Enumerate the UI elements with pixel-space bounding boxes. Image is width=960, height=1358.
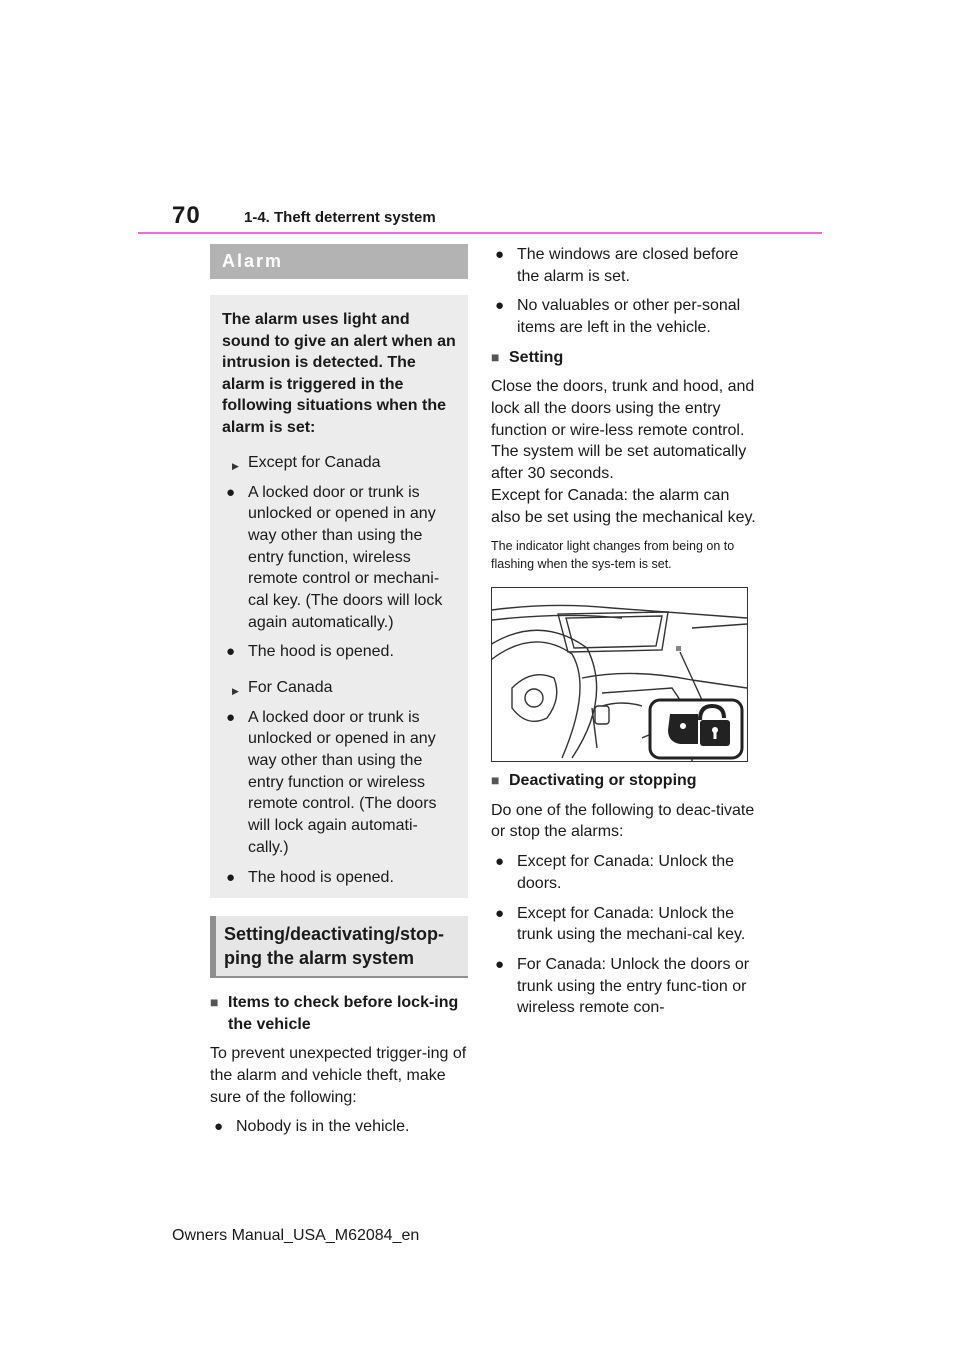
setting-text: Close the doors, trunk and hood, and lock all the doors using the entry function or wire-less remote control. The system will be set automatically after 30 seconds. (491, 378, 755, 483)
deactivate-heading: ■ Deactivating or stopping (491, 770, 756, 792)
right-column (491, 244, 756, 1027)
items-check-heading: ■ Items to check before lock-ing the vehicle (210, 992, 468, 1035)
list-item: ● A locked door or trunk is unlocked or opened in any way other than using the entry function, wireless remote control or mechani-cal key. (The doors will lock again automatically.) (222, 482, 456, 634)
list-item: ● No valuables or other per-sonal items are left in the vehicle. (491, 295, 756, 338)
list-item: ● A locked door or trunk is unlocked or opened in any way other than using the entry function or wireless remote control. (The doors will lock again automati-cally.) (222, 707, 456, 859)
alarm-heading: Alarm (210, 244, 468, 279)
list-item: ● For Canada: Unlock the doors or trunk using the entry func-tion or wireless remote con- (491, 954, 756, 1019)
alarm-lead-text: The alarm uses light and sound to give an alert when an intrusion is detected. The alarm is triggered in the following situations when the alarm is set: (222, 311, 456, 436)
alarm-info-box (210, 295, 468, 898)
group-label-except-canada: ▶ Except for Canada (222, 452, 456, 474)
setting-text-canada: Except for Canada: the alarm can also be set using the mechanical key. (491, 486, 756, 526)
list-item: ● Except for Canada: Unlock the trunk using the mechani-cal key. (491, 903, 756, 946)
dashboard-drawing (492, 588, 747, 761)
deactivate-intro: Do one of the following to deac-tivate or stop the alarms: (491, 801, 755, 841)
list-item: ● The hood is opened. (222, 867, 456, 889)
group-label-for-canada: ▶ For Canada (222, 677, 456, 699)
list-item: ● Except for Canada: Unlock the doors. (491, 851, 756, 894)
setting-section-heading: Setting/deactivating/stop-ping the alarm system (210, 916, 468, 978)
list-item: ● The windows are closed before the alarm is set. (491, 244, 756, 287)
left-column (210, 244, 468, 1146)
footer-manual-id: Owners Manual_USA_M62084_en (172, 1227, 420, 1244)
list-item: ● Nobody is in the vehicle. (210, 1116, 468, 1138)
page-number: 70 (172, 202, 201, 229)
header-rule (138, 232, 822, 234)
list-item: ● The hood is opened. (222, 641, 456, 663)
items-intro-text: To prevent unexpected trigger-ing of the alarm and vehicle theft, make sure of the following: (210, 1045, 467, 1106)
dashboard-illustration (491, 587, 748, 762)
indicator-note: The indicator light changes from being on to flashing when the sys-tem is set. (491, 539, 735, 571)
section-title: 1-4. Theft deterrent system (244, 209, 436, 226)
setting-heading: ■ Setting (491, 347, 756, 369)
